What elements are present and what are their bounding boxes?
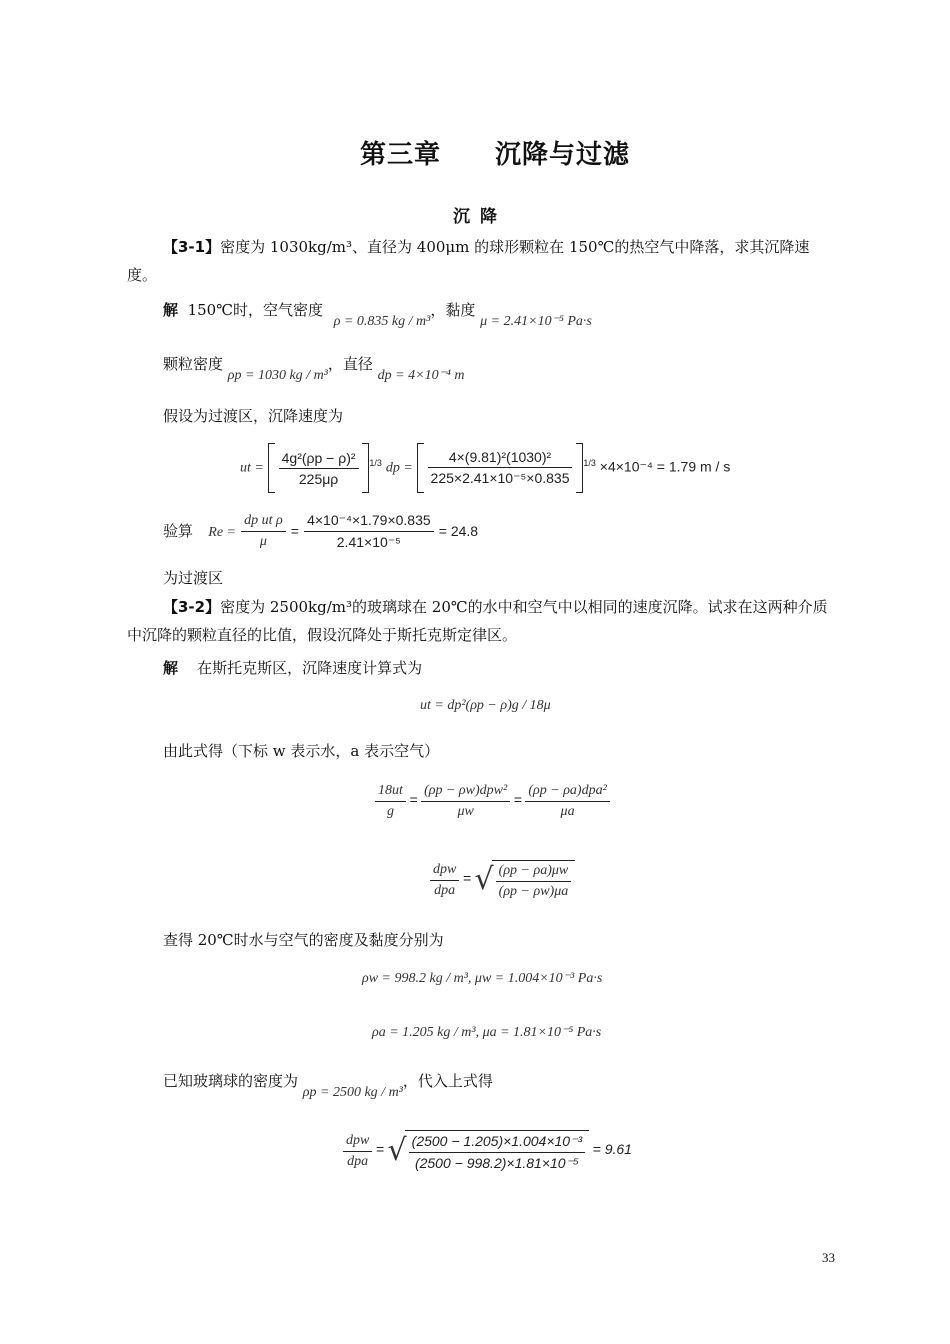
sqrt-icon: √ — [387, 1133, 407, 1168]
exponent: 1/3 — [369, 458, 382, 469]
assumption-text: 假设为过渡区，沉降速度为 — [163, 407, 344, 425]
fraction — [525, 783, 609, 820]
solution-label: 解 — [163, 659, 179, 677]
denominator: 225μρ — [298, 470, 339, 487]
numerator: (ρp − ρa)μw — [496, 863, 572, 882]
sqrt-icon: √ — [474, 862, 494, 897]
eq-dp: dp = — [385, 460, 413, 476]
equation-ratio-1: $\frac{18ut}{g}$ = $\frac{\text{(ρp − ρw)dpw²}}{\mu w}$ = $\frac{\text{(ρp − ρa)dpa²}}{\mu a}$ — [375, 783, 610, 820]
solution-label: 解 — [163, 301, 179, 319]
eq-rhs: = 9.61 — [592, 1141, 632, 1158]
left-bracket — [268, 443, 275, 493]
eq-re: Re = — [208, 525, 236, 540]
eq-rhs: = 24.8 — [438, 523, 479, 539]
numerator: dp ut ρ — [241, 513, 286, 532]
denominator: μ — [259, 534, 267, 549]
text: ，代入上式得 — [402, 1072, 493, 1090]
solution-line-4 — [163, 1067, 493, 1100]
eq-rhs: ×4×10⁻⁴ = 1.79 m / s — [599, 458, 731, 475]
denominator: dpa — [347, 1153, 369, 1169]
text: ，直径 — [327, 355, 373, 373]
fraction — [304, 512, 434, 551]
denominator: 2.41×10⁻⁵ — [336, 534, 401, 550]
solution-line-3 — [163, 654, 422, 682]
equation-air: ρa = 1.205 kg / m³, μa = 1.81×10⁻⁵ Pa·s — [372, 1025, 602, 1040]
denominator: dpa — [434, 882, 456, 898]
fraction — [375, 783, 406, 820]
denominator: g — [386, 804, 394, 819]
numerator: 4×(9.81)²(1030)² — [428, 449, 573, 468]
math-inline: ρ = 0.835 kg / m³ — [333, 314, 431, 329]
denominator: μw — [457, 804, 474, 819]
text: 在斯托克斯区，沉降速度计算式为 — [197, 659, 423, 677]
lookup-text: 查得 20℃时水与空气的密度及黏度分别为 — [163, 931, 444, 949]
conclusion-text: 为过渡区 — [163, 569, 224, 587]
problem-tag: 【3-1】 — [163, 238, 221, 256]
fraction — [241, 513, 286, 550]
radicand — [405, 1130, 589, 1172]
text: 颗粒密度 — [163, 355, 224, 373]
numerator: 18ut — [375, 783, 406, 802]
problem-tag: 【3-2】 — [163, 598, 221, 616]
problem-text: 密度为 2500kg/m³的玻璃球在 20℃的水中和空气中以相同的速度沉降。试求在这两种介质中沉降的颗粒直径的比值，假设沉降处于斯托克斯定律区。 — [127, 598, 828, 644]
denominator: (ρp − ρw)μa — [498, 884, 569, 899]
problem-3-1 — [127, 233, 839, 289]
right-bracket — [576, 443, 583, 493]
check-label: 验算 — [163, 522, 194, 540]
page-number: 33 — [822, 1250, 835, 1265]
fraction — [430, 862, 459, 899]
math-inline: ρp = 2500 kg / m³ — [302, 1085, 403, 1100]
fraction — [279, 450, 359, 487]
numerator: 4×10⁻⁴×1.79×0.835 — [304, 512, 434, 532]
equation-ratio-2: $\frac{\text{dpw}}{\text{dpa}}$ = √ $\frac{(\rho p - \rho a)\mu w}{(\rho p - \rho w)\mu a}$ — [430, 860, 575, 900]
radicand — [492, 860, 576, 900]
fraction — [428, 449, 573, 487]
solution-line-1 — [163, 296, 592, 329]
exponent: 1/3 — [583, 458, 596, 469]
chapter-title: 第三章 沉降与过滤 — [360, 140, 631, 170]
problem-text: 密度为 1030kg/m³、直径为 400μm 的球形颗粒在 150℃的热空气中降落，求其沉降速度。 — [127, 238, 810, 284]
equation-water: ρw = 998.2 kg / m³, μw = 1.004×10⁻³ Pa·s — [362, 971, 603, 986]
equation-final: $\frac{\text{dpw}}{\text{dpa}}$ = √ $\frac{\text{(2500 − 1.205)×1.004×10⁻³}}{\text{(2500 − 998.2)×1.81×10⁻⁵}}$ = 9.61 — [343, 1130, 632, 1172]
equation-ut — [240, 443, 730, 493]
math-inline: ρp = 1030 kg / m³ — [227, 368, 328, 383]
numerator: dpw — [343, 1133, 372, 1152]
equation-stokes: ut = dp²(ρp − ρ)g / 18μ — [420, 698, 551, 713]
fraction — [409, 1133, 585, 1172]
math-inline: μ = 2.41×10⁻⁵ Pa·s — [480, 314, 592, 329]
denominator: μa — [560, 804, 575, 819]
numerator: dpw — [430, 862, 459, 881]
text: 150℃时，空气密度 — [187, 301, 323, 319]
solution-line-2 — [163, 350, 465, 383]
fraction — [343, 1133, 372, 1170]
left-bracket — [417, 443, 424, 493]
math-inline: dp = 4×10⁻⁴ m — [377, 368, 465, 383]
numerator: (ρp − ρa)dpa² — [525, 783, 609, 802]
numerator: (2500 − 1.205)×1.004×10⁻³ — [409, 1133, 585, 1153]
fraction — [496, 863, 572, 900]
denominator: (2500 − 998.2)×1.81×10⁻⁵ — [414, 1155, 579, 1171]
numerator: 4g²(ρp − ρ)² — [279, 450, 359, 469]
denominator: 225×2.41×10⁻⁵×0.835 — [430, 470, 570, 486]
subscript-note: 由此式得（下标 w 表示水，a 表示空气） — [163, 742, 440, 760]
fraction — [421, 783, 510, 820]
text: 已知玻璃球的密度为 — [163, 1072, 299, 1090]
reynolds-check: 验算 Re = $\frac{\text{dp ut ρ}}{\mu}$ = $\frac{\text{4×10⁻⁴×1.79×0.835}}{\text{2.41×10⁻⁵}}$ = 24.8 — [163, 512, 479, 550]
right-bracket — [362, 443, 369, 493]
text: ，黏度 — [430, 301, 476, 319]
problem-3-2 — [127, 593, 839, 649]
eq-lhs: ut = — [240, 460, 264, 476]
section-title: 沉降 — [453, 207, 507, 227]
numerator: (ρp − ρw)dpw² — [421, 783, 510, 802]
